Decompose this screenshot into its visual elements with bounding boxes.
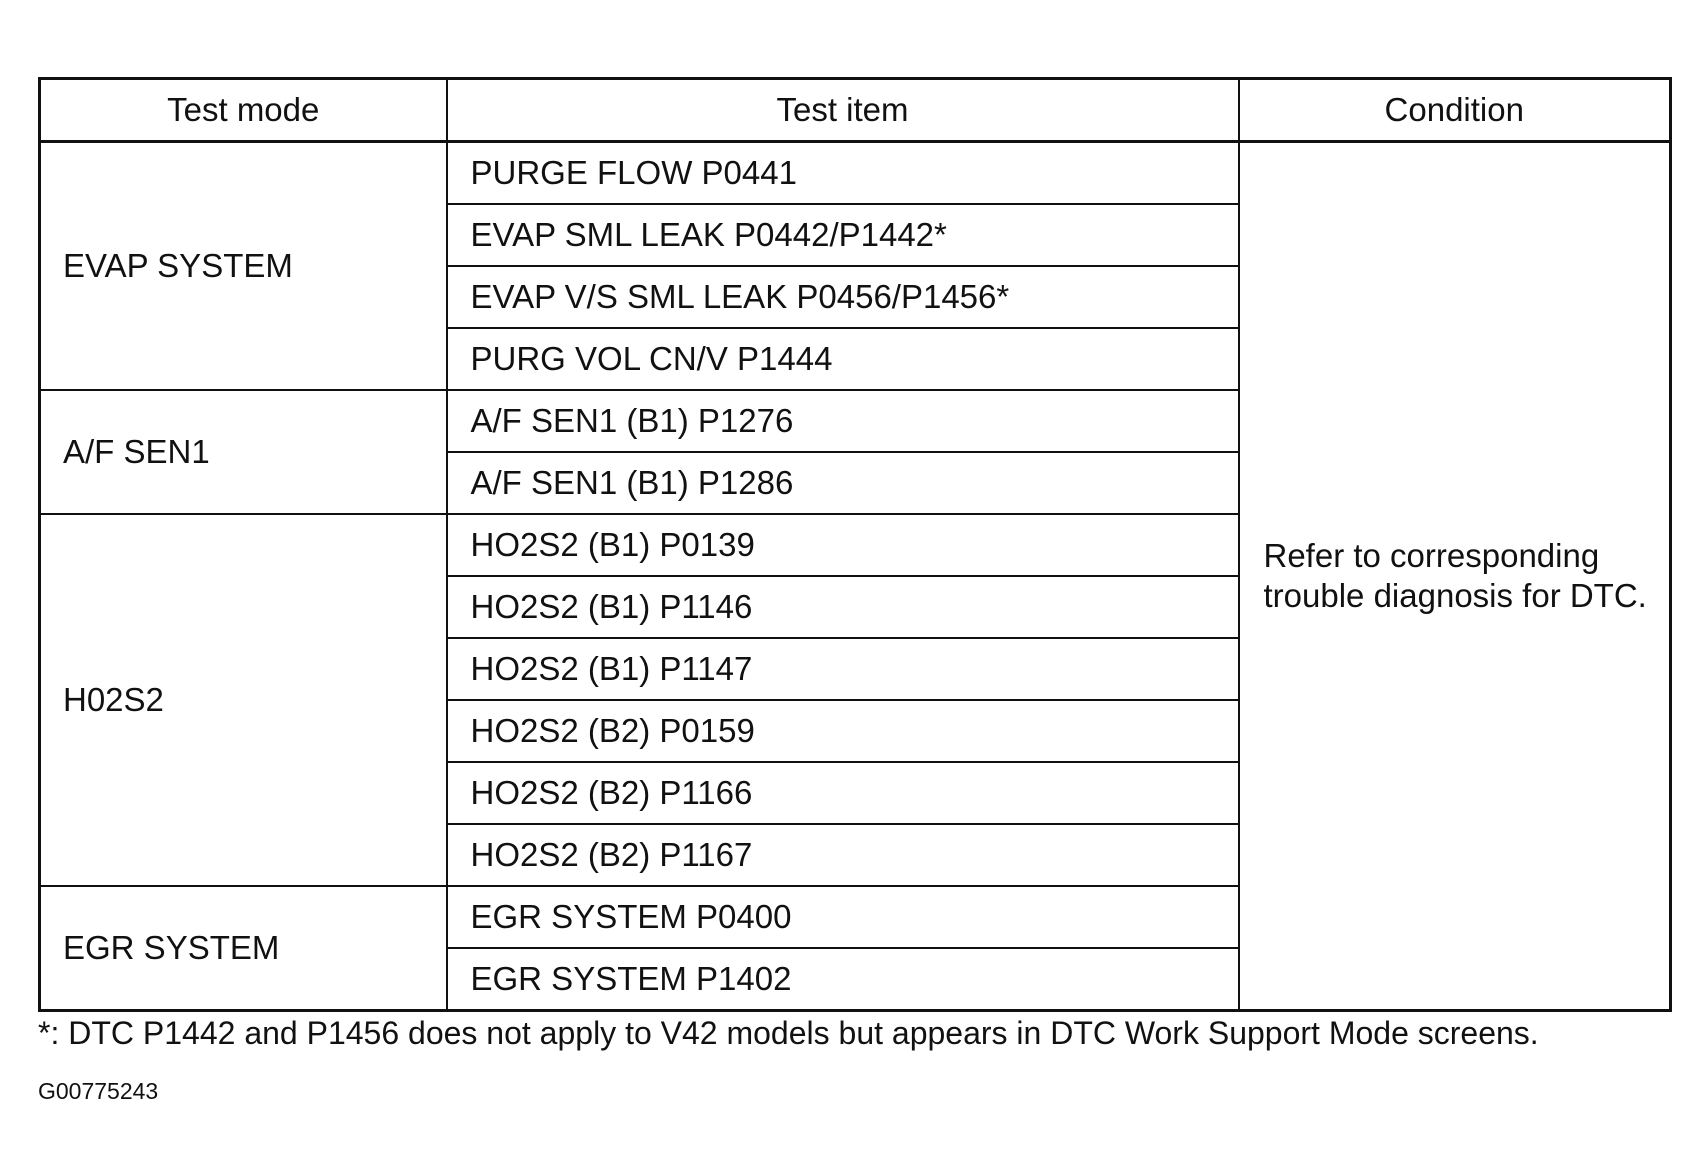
test-item-cell: HO2S2 (B2) P1166 [447,762,1239,824]
test-item-cell: HO2S2 (B2) P0159 [447,700,1239,762]
test-item-cell: A/F SEN1 (B1) P1286 [447,452,1239,514]
condition-cell: Refer to corresponding trouble diagnosis for DTC. [1239,142,1671,1011]
header-condition: Condition [1239,79,1671,142]
test-item-cell: PURGE FLOW P0441 [447,142,1239,205]
test-mode-cell: EGR SYSTEM [40,886,447,1011]
footnote: *: DTC P1442 and P1456 does not apply to V42 models but appears in DTC Work Support Mode screens. [38,1015,1539,1051]
header-test-mode: Test mode [40,79,447,142]
test-mode-cell: EVAP SYSTEM [40,142,447,391]
test-mode-cell: A/F SEN1 [40,390,447,514]
table-row [40,142,1671,205]
test-item-cell: EVAP SML LEAK P0442/P1442* [447,204,1239,266]
test-mode-cell: H02S2 [40,514,447,886]
test-item-cell: PURG VOL CN/V P1444 [447,328,1239,390]
header-test-item: Test item [447,79,1239,142]
table-header-row [40,79,1671,142]
test-item-cell: HO2S2 (B1) P0139 [447,514,1239,576]
test-item-cell: HO2S2 (B2) P1167 [447,824,1239,886]
test-item-cell: EGR SYSTEM P0400 [447,886,1239,948]
table-body [40,142,1671,1011]
test-item-cell: EVAP V/S SML LEAK P0456/P1456* [447,266,1239,328]
test-item-cell: HO2S2 (B1) P1147 [447,638,1239,700]
dtc-work-support-table [38,77,1672,1012]
test-item-cell: HO2S2 (B1) P1146 [447,576,1239,638]
test-item-cell: EGR SYSTEM P1402 [447,948,1239,1011]
test-item-cell: A/F SEN1 (B1) P1276 [447,390,1239,452]
figure-id: G00775243 [38,1078,159,1104]
